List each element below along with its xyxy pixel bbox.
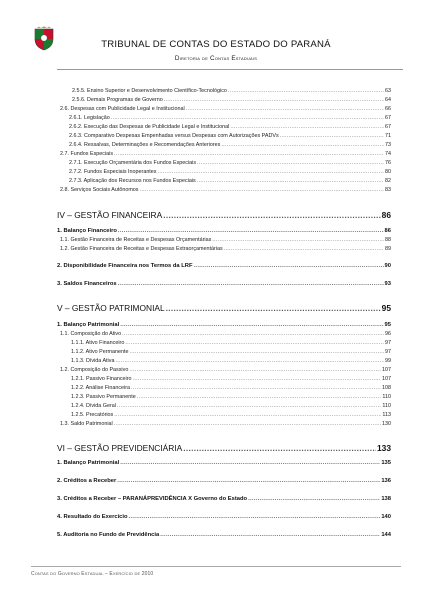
toc-entry-title: 3. Créditos a Receber – PARANÁPREVIDÊNCIA X Governo do Estado bbox=[57, 496, 248, 502]
toc-entry[interactable] bbox=[60, 246, 391, 252]
toc-leader-dots bbox=[186, 106, 384, 112]
toc-entry-title: 2.6.3. Comparativo Despesas Empenhadas versus Despesas com Autorizações PADVs bbox=[69, 133, 279, 139]
toc-entry[interactable] bbox=[57, 263, 391, 269]
toc-entry-page: 140 bbox=[381, 514, 391, 520]
toc-leader-dots bbox=[160, 532, 380, 538]
toc-entry-title: VI – GESTÃO PREVIDENCIÁRIA bbox=[57, 443, 183, 453]
toc-entry[interactable] bbox=[57, 496, 391, 502]
toc-leader-dots bbox=[224, 246, 384, 252]
toc-entry-page: 86 bbox=[381, 210, 391, 220]
toc-entry[interactable] bbox=[69, 169, 391, 175]
toc-leader-dots bbox=[230, 124, 384, 130]
toc-leader-dots bbox=[114, 412, 381, 418]
toc-entry[interactable] bbox=[71, 358, 391, 364]
toc-leader-dots bbox=[117, 478, 380, 484]
toc-leader-dots bbox=[115, 358, 384, 364]
toc-entry[interactable] bbox=[60, 421, 391, 427]
toc-entry-page: 88 bbox=[385, 237, 391, 243]
toc-entry-page: 82 bbox=[385, 178, 391, 184]
page-header-title: TRIBUNAL DE CONTAS DO ESTADO DO PARANÁ bbox=[101, 39, 331, 50]
toc-entry-title: 4. Resultado do Exercício bbox=[57, 514, 128, 520]
toc-leader-dots bbox=[130, 349, 384, 355]
toc-entry-page: 80 bbox=[385, 169, 391, 175]
toc-entry-page: 76 bbox=[385, 160, 391, 166]
toc-entry[interactable] bbox=[57, 228, 391, 234]
toc-entry-title: 2.5.5. Ensino Superior e Desenvolvimento Científico-Tecnológico bbox=[72, 88, 227, 94]
toc-entry[interactable] bbox=[71, 403, 391, 409]
toc-entry[interactable] bbox=[57, 281, 391, 287]
toc-entry-title: 2. Créditos a Receber bbox=[57, 478, 117, 484]
toc-section-heading[interactable] bbox=[57, 210, 391, 220]
toc-entry-page: 135 bbox=[381, 460, 391, 466]
toc-entry-page: 66 bbox=[385, 106, 391, 112]
toc-leader-dots bbox=[118, 281, 384, 287]
toc-leader-dots bbox=[125, 340, 384, 346]
toc-entry[interactable] bbox=[60, 237, 391, 243]
toc-entry-page: 63 bbox=[385, 88, 391, 94]
toc-entry-title: 1.2.3. Passivo Permanente bbox=[71, 394, 136, 400]
toc-entry[interactable] bbox=[71, 394, 391, 400]
toc-entry-page: 83 bbox=[385, 187, 391, 193]
toc-entry-page: 95 bbox=[384, 322, 391, 328]
toc-entry[interactable] bbox=[72, 88, 391, 94]
toc-entry[interactable] bbox=[69, 178, 391, 184]
toc-entry[interactable] bbox=[71, 340, 391, 346]
toc-entry-page: 108 bbox=[382, 385, 391, 391]
toc-entry-page: 67 bbox=[385, 115, 391, 121]
toc-entry[interactable] bbox=[57, 460, 391, 466]
toc-entry-title: 2.6.2. Execução das Despesas de Publicidade Legal e Institucional bbox=[69, 124, 230, 130]
toc-leader-dots bbox=[163, 210, 380, 220]
toc-leader-dots bbox=[248, 496, 380, 502]
toc-entry[interactable] bbox=[57, 322, 391, 328]
toc-entry-page: 74 bbox=[385, 151, 391, 157]
toc-entry-title: 2.5.6. Demais Programas de Governo bbox=[72, 97, 163, 103]
toc-leader-dots bbox=[111, 115, 384, 121]
toc-entry-title: 1.2.2. Análise Financeira bbox=[71, 385, 131, 391]
toc-leader-dots bbox=[158, 169, 384, 175]
toc-entry-title: 2.6. Despesas com Publicidade Legal e Institucional bbox=[60, 106, 185, 112]
toc-entry-page: 90 bbox=[384, 263, 391, 269]
toc-entry-page: 95 bbox=[381, 303, 391, 313]
toc-entry-title: 1.2.5. Precatórios bbox=[71, 412, 114, 418]
toc-entry[interactable] bbox=[69, 142, 391, 148]
toc-entry-title: 2.7.1. Execução Orçamentária dos Fundos Especiais bbox=[69, 160, 197, 166]
toc-entry-page: 133 bbox=[377, 443, 391, 453]
toc-entry-page: 97 bbox=[385, 340, 391, 346]
toc-leader-dots bbox=[137, 394, 382, 400]
toc-leader-dots bbox=[120, 460, 380, 466]
toc-leader-dots bbox=[118, 228, 384, 234]
toc-entry[interactable] bbox=[69, 124, 391, 130]
toc-entry-page: 86 bbox=[384, 228, 391, 234]
toc-entry[interactable] bbox=[60, 367, 391, 373]
toc-entry[interactable] bbox=[57, 532, 391, 538]
toc-entry-page: 67 bbox=[385, 124, 391, 130]
toc-entry-title: IV – GESTÃO FINANCEIRA bbox=[57, 210, 163, 220]
toc-leader-dots bbox=[280, 133, 384, 139]
toc-entry[interactable] bbox=[60, 331, 391, 337]
toc-entry-page: 130 bbox=[382, 421, 391, 427]
toc-entry[interactable] bbox=[57, 514, 391, 520]
toc-leader-dots bbox=[133, 376, 381, 382]
toc-entry-page: 110 bbox=[382, 394, 391, 400]
page-footer: Contas do Governo Estadual – Exercício de 2010 bbox=[31, 571, 154, 577]
toc-entry-page: 107 bbox=[382, 376, 391, 382]
toc-entry-title: 1.3. Saldo Patrimonial bbox=[60, 421, 113, 427]
toc-entry-title: 1.2.4. Dívida Geral bbox=[71, 403, 116, 409]
toc-entry-title: 1. Balanço Financeiro bbox=[57, 228, 117, 234]
toc-entry-page: 96 bbox=[385, 331, 391, 337]
toc-entry[interactable] bbox=[69, 160, 391, 166]
toc-leader-dots bbox=[117, 403, 381, 409]
toc-entry-title: 1. Balanço Patrimonial bbox=[57, 460, 120, 466]
footer-divider bbox=[31, 566, 401, 567]
toc-section-heading[interactable] bbox=[57, 303, 391, 313]
toc-entry-page: 136 bbox=[381, 478, 391, 484]
toc-entry[interactable] bbox=[60, 106, 391, 112]
toc-entry-title: 1.2.1. Passivo Financeiro bbox=[71, 376, 132, 382]
toc-leader-dots bbox=[183, 443, 376, 453]
toc-entry-page: 93 bbox=[384, 281, 391, 287]
toc-entry[interactable] bbox=[57, 478, 391, 484]
toc-entry-page: 73 bbox=[385, 142, 391, 148]
toc-entry-title: 1.1.3. Dívida Ativa bbox=[71, 358, 115, 364]
toc-leader-dots bbox=[114, 421, 381, 427]
toc-entry-title: 2. Disponibilidade Financeira nos Termos da LRF bbox=[57, 263, 193, 269]
toc-leader-dots bbox=[221, 142, 384, 148]
toc-entry-title: 1.1.1. Ativo Financeiro bbox=[71, 340, 125, 346]
toc-entry-page: 89 bbox=[385, 246, 391, 252]
toc-leader-dots bbox=[197, 160, 384, 166]
toc-entry-title: 2.8. Serviços Sociais Autônomos bbox=[60, 187, 139, 193]
toc-entry[interactable] bbox=[71, 385, 391, 391]
toc-entry-title: 1.2. Gestão Financeira de Receitas e Despesas Extraorçamentárias bbox=[60, 246, 223, 252]
toc-leader-dots bbox=[122, 331, 384, 337]
toc-entry-title: V – GESTÃO PATRIMONIAL bbox=[57, 303, 165, 313]
toc-entry[interactable] bbox=[69, 115, 391, 121]
toc-entry[interactable] bbox=[71, 412, 391, 418]
toc-entry-title: 2.7.2. Fundos Especiais Inoperantes bbox=[69, 169, 157, 175]
toc-entry-title: 2.7.3. Aplicação dos Recursos nos Fundos Especiais bbox=[69, 178, 196, 184]
toc-entry[interactable] bbox=[60, 151, 391, 157]
toc-entry[interactable] bbox=[60, 187, 391, 193]
toc-entry-page: 110 bbox=[382, 403, 391, 409]
toc-leader-dots bbox=[131, 385, 381, 391]
toc-leader-dots bbox=[114, 151, 384, 157]
toc-leader-dots bbox=[129, 514, 381, 520]
toc-leader-dots bbox=[164, 97, 384, 103]
toc-entry-page: 144 bbox=[381, 532, 391, 538]
toc-leader-dots bbox=[197, 178, 384, 184]
toc-entry-title: 2.6.1. Legislação bbox=[69, 115, 110, 121]
toc-entry-page: 64 bbox=[385, 97, 391, 103]
toc-entry-page: 107 bbox=[382, 367, 391, 373]
toc-section-heading[interactable] bbox=[57, 443, 391, 453]
toc-entry-title: 2.7. Fundos Especiais bbox=[60, 151, 114, 157]
toc-entry-title: 1.2. Composição do Passivo bbox=[60, 367, 129, 373]
page-header-subtitle: Diretoria de Contas Estaduais bbox=[174, 55, 258, 62]
toc-entry-title: 1.1. Composição do Ativo bbox=[60, 331, 122, 337]
toc-leader-dots bbox=[140, 187, 384, 193]
toc-entry-page: 138 bbox=[381, 496, 391, 502]
toc-leader-dots bbox=[212, 237, 384, 243]
toc-leader-dots bbox=[120, 322, 383, 328]
toc-entry[interactable] bbox=[71, 349, 391, 355]
toc-entry[interactable] bbox=[72, 97, 391, 103]
toc-leader-dots bbox=[129, 367, 381, 373]
toc-entry-title: 3. Saldos Financeiros bbox=[57, 281, 117, 287]
toc-entry[interactable] bbox=[69, 133, 391, 139]
toc-leader-dots bbox=[228, 88, 384, 94]
toc-entry-title: 1.1. Gestão Financeira de Receitas e Despesas Orçamentárias bbox=[60, 237, 212, 243]
toc-entry-title: 1.1.2. Ativo Permanente bbox=[71, 349, 129, 355]
toc-entry-title: 1. Balanço Patrimonial bbox=[57, 322, 120, 328]
toc-entry-page: 71 bbox=[385, 133, 391, 139]
toc-entry[interactable] bbox=[71, 376, 391, 382]
toc-leader-dots bbox=[166, 303, 381, 313]
toc-leader-dots bbox=[194, 263, 384, 269]
toc-entry-title: 5. Auditoria no Fundo de Previdência bbox=[57, 532, 160, 538]
toc-entry-page: 97 bbox=[385, 349, 391, 355]
toc-entry-page: 99 bbox=[385, 358, 391, 364]
toc-entry-page: 113 bbox=[382, 412, 391, 418]
toc-entry-title: 2.6.4. Ressalvas, Determinações e Recomendações Anteriores bbox=[69, 142, 221, 148]
